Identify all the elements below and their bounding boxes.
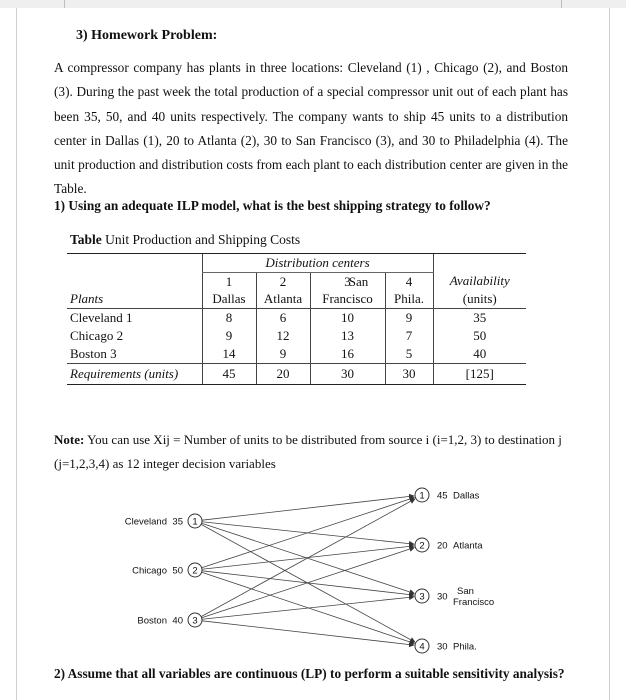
cost-cell: 12 xyxy=(256,327,310,345)
requirements-label: Requirements (units) xyxy=(67,363,202,384)
page-border-right xyxy=(609,8,610,700)
distribution-centers-header: Distribution centers xyxy=(202,254,433,273)
center-number: 3 xyxy=(310,272,385,290)
availability-cell: 50 xyxy=(433,327,526,345)
cost-table xyxy=(67,253,526,385)
center-number: 1 xyxy=(202,272,256,290)
center-name: Francisco xyxy=(310,290,385,309)
cost-cell: 9 xyxy=(256,345,310,364)
arc-3-3 xyxy=(202,597,414,619)
network-diagram xyxy=(100,478,530,658)
cost-cell: 9 xyxy=(202,327,256,345)
top-bar-tick xyxy=(64,0,65,8)
source-supply: 50 xyxy=(172,565,183,577)
table-row xyxy=(67,327,526,345)
availability-units: (units) xyxy=(433,290,526,309)
question-1: 1) Using an adequate ILP model, what is the best shipping strategy to follow? xyxy=(54,198,491,213)
center-number: 4 xyxy=(385,272,433,290)
center-name: Atlanta xyxy=(256,290,310,309)
destination-label: Dallas xyxy=(453,490,480,502)
cost-cell: 10 xyxy=(310,308,385,327)
page-border-left xyxy=(16,8,17,700)
question-2: 2) Assume that all variables are continuous (LP) to perform a suitable sensitivity analysis? xyxy=(54,666,565,681)
destination-demand: 45 xyxy=(437,490,448,502)
center-name: Phila. xyxy=(385,290,433,309)
table-title-bold: Table xyxy=(70,232,102,247)
destination-demand: 30 xyxy=(437,591,448,603)
requirement-cell: 30 xyxy=(310,363,385,384)
destination-node-number: 1 xyxy=(419,490,425,502)
requirement-cell: 30 xyxy=(385,363,433,384)
plants-header: Plants xyxy=(70,291,104,306)
problem-statement: A compressor company has plants in three locations: Cleveland (1) , Chicago (2), and Boston (3). During the past week the total production of a special compressor unit out of each plant has been 35, 50, and 40 units respectively. The company wants to ship 45 units to a distribution center in Dallas (1), 20 to Atlanta (2), 30 to San Francisco (3), and 30 to Philadelphia (4). The unit production and distribution costs from each plant to each distribution center are given in the Table. xyxy=(54,60,568,197)
availability-cell: 35 xyxy=(433,308,526,327)
center-name: San xyxy=(348,274,369,289)
problem-heading: 3) Homework Problem: xyxy=(76,28,218,43)
destination-label: Atlanta xyxy=(453,540,483,552)
source-node-number: 2 xyxy=(192,565,198,577)
center-name: Dallas xyxy=(202,290,256,309)
table-header-row xyxy=(67,254,526,273)
requirements-row xyxy=(67,363,526,384)
cost-cell: 5 xyxy=(385,345,433,364)
note-text: You can use Xij = Number of units to be distributed from source i (i=1,2, 3) to destination j (j=1,2,3,4) as 12 integer decision variables xyxy=(54,432,562,471)
availability-cell: 40 xyxy=(433,345,526,364)
destination-node-number: 2 xyxy=(419,540,425,552)
destination-label: Phila. xyxy=(453,641,477,653)
cost-cell: 7 xyxy=(385,327,433,345)
source-node-number: 3 xyxy=(192,615,198,627)
table-row xyxy=(67,345,526,364)
cost-cell: 8 xyxy=(202,308,256,327)
table-row xyxy=(67,308,526,327)
table-title xyxy=(70,232,300,248)
arcs xyxy=(201,496,415,645)
source-node-number: 1 xyxy=(192,516,198,528)
cost-cell: 16 xyxy=(310,345,385,364)
source-supply: 40 xyxy=(172,615,183,627)
top-bar-tick xyxy=(561,0,562,8)
top-scroll-bar xyxy=(0,0,626,8)
center-number: 2 xyxy=(256,272,310,290)
plant-name: Cleveland 1 xyxy=(67,308,202,327)
source-supply: 35 xyxy=(172,516,183,528)
plant-name: Chicago 2 xyxy=(70,328,124,343)
cost-cell: 13 xyxy=(310,327,385,345)
destination-label: Francisco xyxy=(453,597,495,608)
center-name-upper xyxy=(321,273,396,290)
note xyxy=(54,428,570,476)
availability-header: Availability xyxy=(433,272,526,290)
cost-cell: 9 xyxy=(385,308,433,327)
note-label: Note: xyxy=(54,432,85,447)
source-label: Cleveland xyxy=(124,516,167,528)
requirement-cell: 45 xyxy=(202,363,256,384)
destination-node-number: 3 xyxy=(419,591,425,603)
destination-label: San xyxy=(457,586,474,597)
destination-demand: 20 xyxy=(437,540,448,552)
nodes xyxy=(125,488,494,653)
requirement-cell: 20 xyxy=(256,363,310,384)
total-cell: [125] xyxy=(433,363,526,384)
cost-cell: 6 xyxy=(256,308,310,327)
table-header-row xyxy=(67,272,526,290)
destination-node-number: 4 xyxy=(419,641,425,653)
source-label: Chicago xyxy=(132,565,167,577)
plant-name: Boston 3 xyxy=(70,346,117,361)
destination-demand: 30 xyxy=(437,641,448,653)
cost-cell: 14 xyxy=(202,345,256,364)
source-label: Boston xyxy=(137,615,167,627)
table-title-text: Unit Production and Shipping Costs xyxy=(101,232,301,247)
table-header-row xyxy=(67,290,526,309)
